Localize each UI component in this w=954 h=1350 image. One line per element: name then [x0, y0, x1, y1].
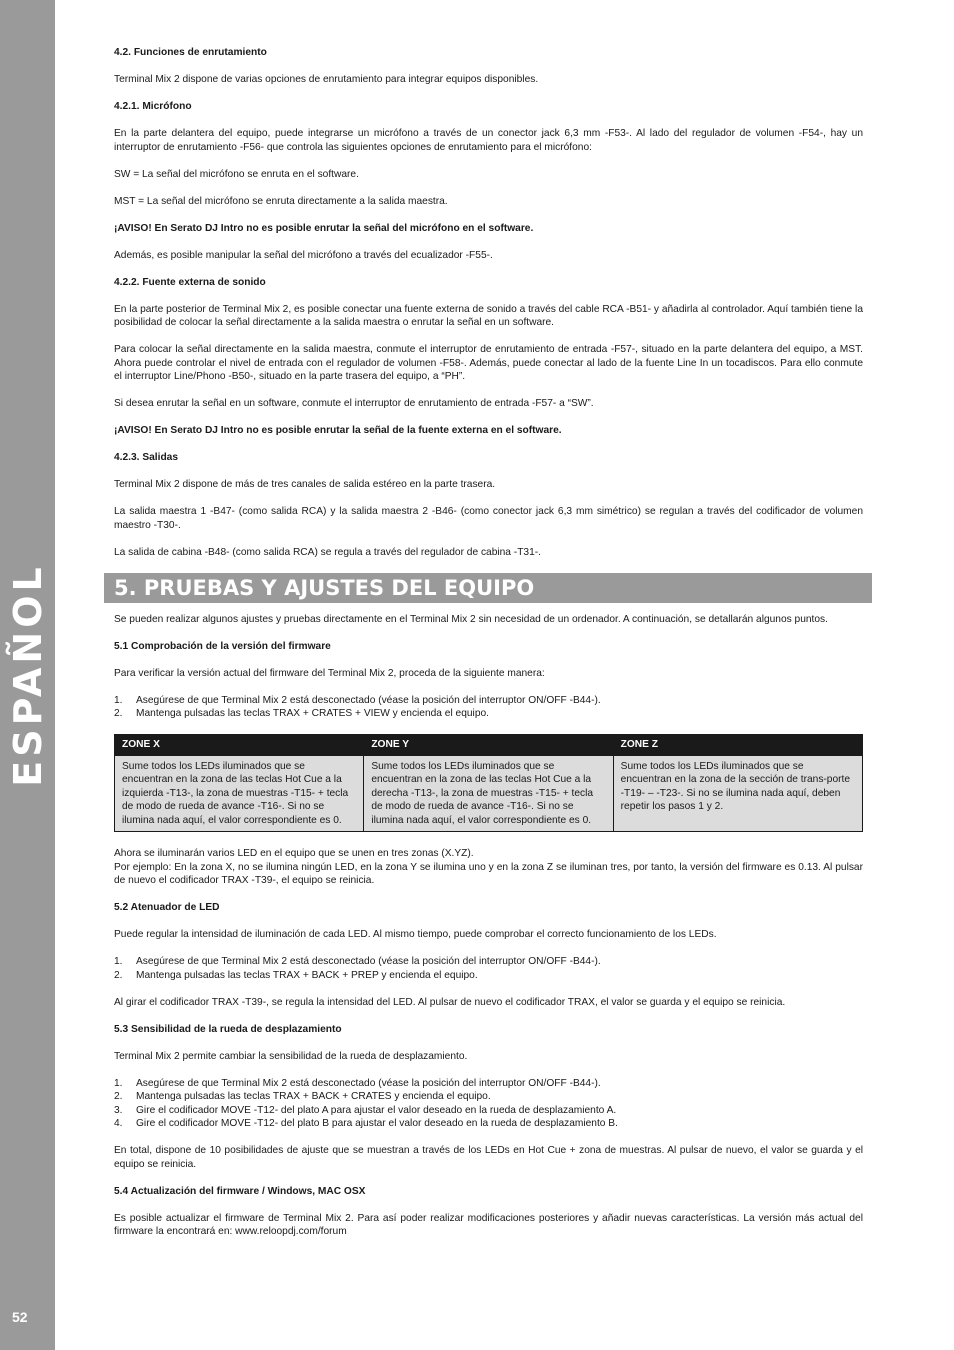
page-content [114, 46, 863, 1252]
list-item: 3. Gire el codificador MOVE -T12- del plato A para ajustar el valor deseado en la rueda de desplazamiento A. [114, 1104, 617, 1116]
firmware-version-heading: 5.1 Comprobación de la versión del firmware [114, 640, 331, 652]
language-label: ESPAÑOL [6, 563, 50, 787]
paragraph: Terminal Mix 2 permite cambiar la sensibilidad de la rueda de desplazamiento. [114, 1050, 468, 1062]
external-source-heading: 4.2.2. Fuente externa de sonido [114, 276, 266, 288]
page-number: 52 [12, 1309, 28, 1325]
table-header: ZONE Y [364, 735, 613, 756]
section-4-2-heading: 4.2. Funciones de enrutamiento [114, 47, 267, 58]
led-dimmer-heading: 5.2 Atenuador de LED [114, 902, 220, 913]
table-cell: Sume todos los LEDs iluminados que se encuentran en la zona de las teclas Hot Cue a la derecha -T13-, la zona de muestras -T15- + tecla de modo de rueda de avance -T16-. Si no se ilumina nada aquí, el valor correspondiente es 0. [364, 755, 613, 832]
paragraph: La salida de cabina -B48- (como salida RCA) se regula a través del regulador de cabina -T31-. [114, 546, 541, 558]
paragraph: En la parte posterior de Terminal Mix 2, es posible conectar una fuente externa de sonido a través del cable RCA -B51- y añadirla al controlador. Aquí también tiene la posibilidad de colocar la señal directamente a la salida maestra o enrutar la señal en un software. [114, 303, 863, 328]
paragraph: Puede regular la intensidad de iluminación de cada LED. Al mismo tiempo, puede comprobar el correcto funcionamiento de los LEDs. [114, 929, 717, 940]
jog-sensitivity-heading: 5.3 Sensibilidad de la rueda de desplazamiento [114, 1023, 342, 1035]
paragraph: MST = La señal del micrófono se enruta directamente a la salida maestra. [114, 195, 448, 207]
section-5-heading: 5. PRUEBAS Y AJUSTES DEL EQUIPO [104, 573, 872, 603]
list-item: 2. Mantenga pulsadas las teclas TRAX + CRATES + VIEW y encienda el equipo. [114, 708, 489, 719]
list-item: 1. Asegúrese de que Terminal Mix 2 está desconectado (véase la posición del interruptor ON/OFF -B44-). [114, 694, 601, 706]
paragraph: Es posible actualizar el firmware de Terminal Mix 2. Para así poder realizar modificaciones posteriores y añadir nuevas características. La versión más actual del firmware la encontrará en: www.reloopdj.com/forum [114, 1212, 863, 1237]
paragraph: Terminal Mix 2 dispone de más de tres canales de salida estéreo en la parte trasera. [114, 479, 496, 490]
jog-steps-list [114, 1077, 863, 1131]
table-header: ZONE Z [613, 735, 862, 756]
paragraph: Al girar el codificador TRAX -T39-, se regula la intensidad del LED. Al pulsar de nuevo el codificador TRAX, el valor se guarda y el equipo se reinicia. [114, 996, 786, 1008]
firmware-steps-list [114, 694, 863, 721]
warning-text: ¡AVISO! En Serato DJ Intro no es posible enrutar la señal de la fuente externa en el software. [114, 425, 562, 436]
paragraph: La salida maestra 1 -B47- (como salida RCA) y la salida maestra 2 -B46- (como conector jack 6,3 mm simétrico) se regulan a través del codificador de volumen maestro -T30-. [114, 506, 863, 531]
paragraph: Por ejemplo: En la zona X, no se ilumina ningún LED, en la zona Y se ilumina uno y en la zona Z se iluminan tres, por tanto, la versión del firmware es 0.13. Al pulsar de nuevo el codificador TRAX -T39-, el equipo se reinicia. [114, 861, 863, 886]
zones-table [114, 734, 863, 832]
firmware-update-heading: 5.4 Actualización del firmware / Windows, MAC OSX [114, 1185, 366, 1197]
microphone-heading: 4.2.1. Micrófono [114, 101, 192, 112]
list-item: 2. Mantenga pulsadas las teclas TRAX + BACK + PREP y encienda el equipo. [114, 969, 478, 981]
outputs-heading: 4.2.3. Salidas [114, 452, 178, 463]
paragraph: Terminal Mix 2 dispone de varias opciones de enrutamiento para integrar equipos disponibles. [114, 74, 539, 85]
paragraph: Además, es posible manipular la señal del micrófono a través del ecualizador -F55-. [114, 249, 493, 261]
list-item: 2. Mantenga pulsadas las teclas TRAX + BACK + CRATES y encienda el equipo. [114, 1091, 491, 1102]
table-cell: Sume todos los LEDs iluminados que se encuentran en la zona de las teclas Hot Cue a la izquierda -T13-, la zona de muestras -T15- + tecla de modo de rueda de avance -T16-. Si no se ilumina nada aquí, el valor correspondiente es 0. [115, 755, 364, 832]
paragraph: En total, dispone de 10 posibilidades de ajuste que se muestran a través de los LEDs en Hot Cue + zona de muestras. Al pulsar de nuevo, el valor se guarda y el equipo se reinicia. [114, 1145, 863, 1170]
list-item: 4. Gire el codificador MOVE -T12- del plato B para ajustar el valor deseado en la rueda de desplazamiento B. [114, 1118, 618, 1129]
table-cell: Sume todos los LEDs iluminados que se encuentran en la zona de la sección de trans-porte -T19- – -T23-. Si no se ilumina nada aquí, deben repetir los pasos 1 y 2. [613, 755, 862, 832]
led-steps-list [114, 955, 863, 982]
paragraph: SW = La señal del micrófono se enruta en el software. [114, 168, 359, 180]
paragraph: Para verificar la versión actual del firmware del Terminal Mix 2, proceda de la siguiente manera: [114, 667, 545, 679]
sidebar [0, 0, 55, 1350]
warning-text: ¡AVISO! En Serato DJ Intro no es posible enrutar la señal del micrófono en el software. [114, 222, 534, 234]
paragraph: Ahora se iluminarán varios LED en el equipo que se unen en tres zonas (X.YZ). [114, 848, 474, 859]
list-item: 1. Asegúrese de que Terminal Mix 2 está desconectado (véase la posición del interruptor ON/OFF -B44-). [114, 956, 601, 967]
list-item: 1. Asegúrese de que Terminal Mix 2 está desconectado (véase la posición del interruptor ON/OFF -B44-). [114, 1077, 601, 1089]
paragraph: Se pueden realizar algunos ajustes y pruebas directamente en el Terminal Mix 2 sin necesidad de un ordenador. A continuación, se detallarán algunos puntos. [114, 613, 828, 625]
paragraph: En la parte delantera del equipo, puede integrarse un micrófono a través de un conector jack 6,3 mm -F53-. Al lado del regulador de volumen -F54-, hay un interruptor de enrutamiento -F56- que controla las siguientes opciones de enrutamiento para el micrófono: [114, 128, 863, 153]
paragraph: Si desea enrutar la señal en un software, conmute el interruptor de enrutamiento de entrada -F57- a “SW”. [114, 398, 594, 409]
table-header: ZONE X [115, 735, 364, 756]
paragraph: Para colocar la señal directamente en la salida maestra, conmute el interruptor de enrutamiento de entrada -F57-, situado en la parte delantera del equipo, a MST. Ahora puede controlar el nivel de entrada con el regulador de volumen -F58-. Además, puede conectar al lado de la fuente Line In un tocadiscos. Para ello conmute el interruptor Line/Phono -B50-, situado en la parte trasera del equipo, a “PH”. [114, 344, 863, 382]
